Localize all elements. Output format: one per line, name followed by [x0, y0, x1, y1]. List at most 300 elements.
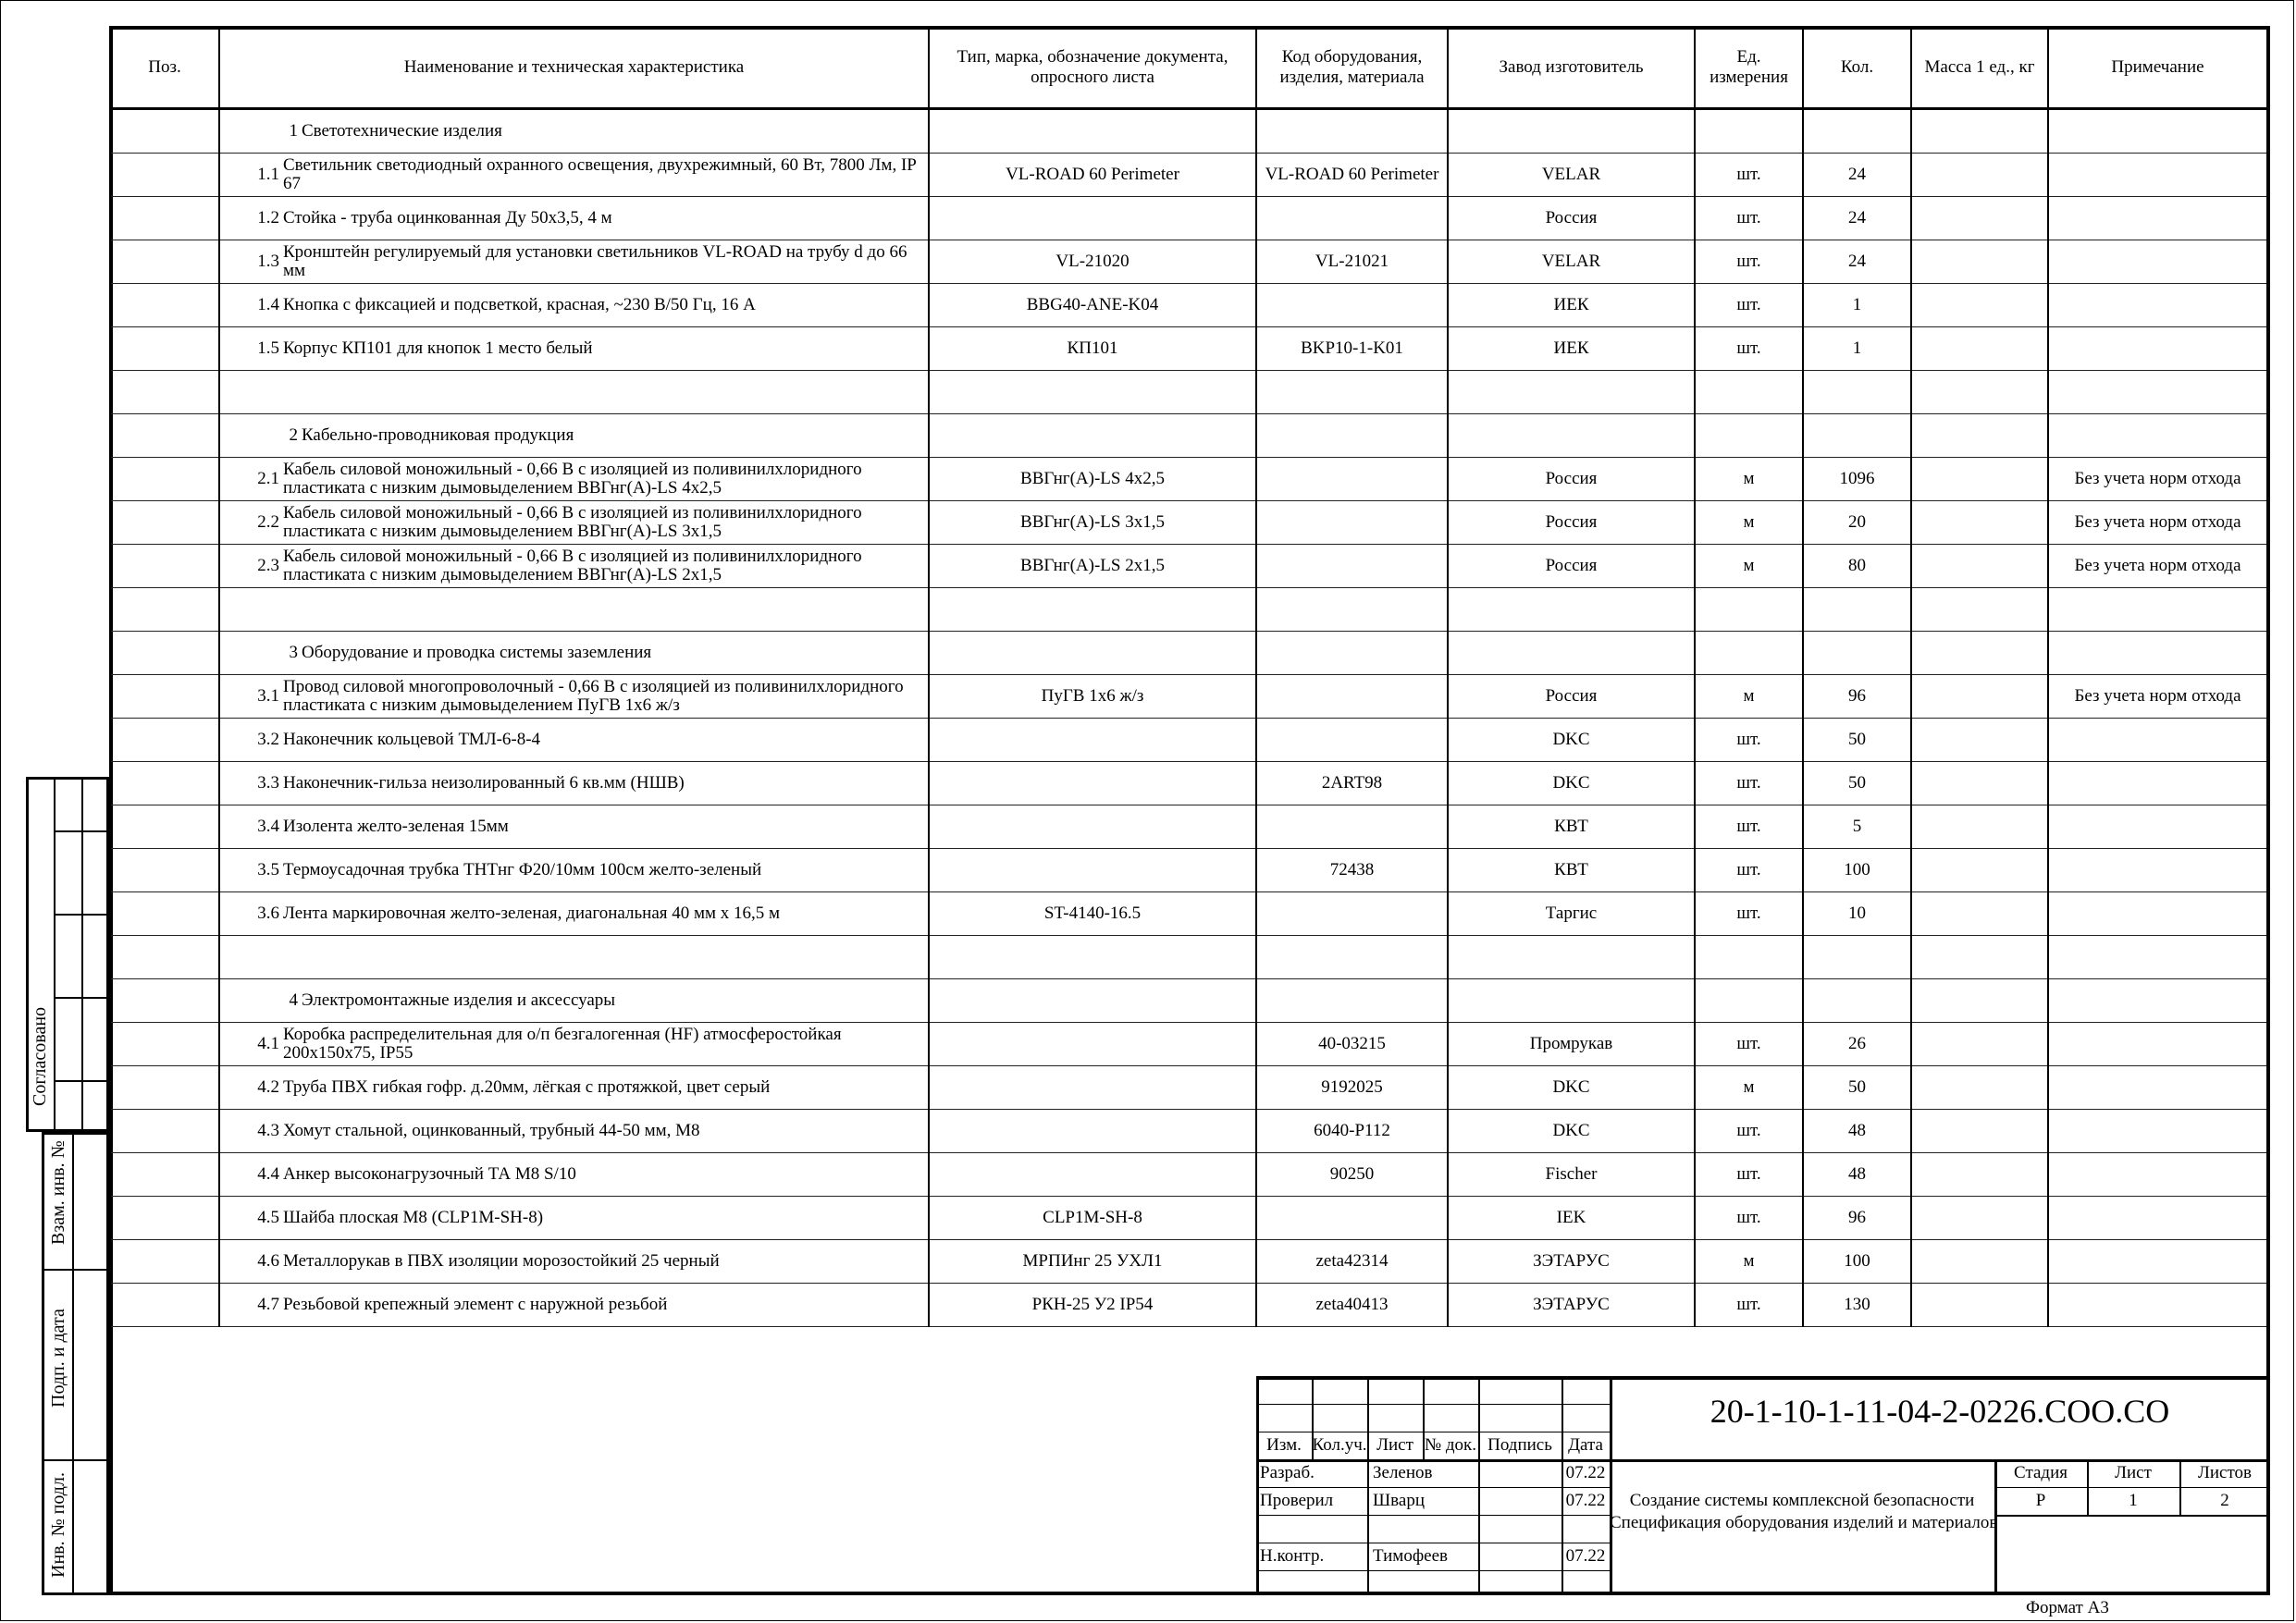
item-number: 2 — [289, 425, 298, 445]
item-number: 4.7 — [257, 1295, 279, 1314]
item-number: 3.2 — [257, 730, 279, 749]
header-qty: Кол. — [1803, 28, 1911, 109]
cell-name — [219, 675, 929, 719]
cell-pos — [111, 805, 219, 849]
item-name: Кабель силовой моножильный - 0,66 В с изоляцией из поливинилхлоридного пластиката с низким дымовыделением ВВГнг(А)-LS 2х1,5 — [283, 547, 862, 584]
cell-mass — [1911, 109, 2048, 154]
razrab-date: 07.22 — [1565, 1463, 1606, 1482]
cell-note — [2048, 240, 2266, 284]
cell-qty: 50 — [1803, 762, 1911, 805]
cell-qty — [1803, 588, 1911, 632]
cell-note: Без учета норм отхода — [2048, 675, 2266, 719]
cell-code — [1256, 284, 1448, 327]
cell-unit: шт. — [1695, 154, 1803, 197]
nkontr-label: Н.контр. — [1260, 1546, 1325, 1566]
col-kol-uch: Кол.уч. — [1312, 1435, 1367, 1455]
item-name: Наконечник-гильза неизолированный 6 кв.мм (НШВ) — [283, 773, 685, 793]
cell-model: РКН-25 У2 IP54 — [929, 1284, 1256, 1327]
cell-unit — [1695, 936, 1803, 979]
cell-name — [219, 458, 929, 501]
cell-code: zeta42314 — [1256, 1240, 1448, 1284]
cell-pos — [111, 979, 219, 1023]
cell-pos — [111, 1153, 219, 1197]
cell-note — [2048, 371, 2266, 414]
cell-mass — [1911, 1023, 2048, 1066]
cell-model: CLP1M-SH-8 — [929, 1197, 1256, 1240]
cell-qty: 1 — [1803, 327, 1911, 371]
format-label: Формат А3 — [2026, 1598, 2109, 1617]
cell-mass — [1911, 1284, 2048, 1327]
header-pos: Поз. — [111, 28, 219, 109]
cell-code — [1256, 458, 1448, 501]
cell-unit: шт. — [1695, 240, 1803, 284]
cell-name — [219, 545, 929, 588]
item-number: 1.3 — [257, 252, 279, 271]
cell-unit: шт. — [1695, 1284, 1803, 1327]
approval-label: Согласовано — [30, 1006, 50, 1106]
cell-unit: шт. — [1695, 1110, 1803, 1153]
cell-model — [929, 719, 1256, 762]
cell-note — [2048, 1197, 2266, 1240]
item-number: 3.4 — [257, 817, 279, 836]
cell-model: BBG40-ANE-K04 — [929, 284, 1256, 327]
cell-unit: шт. — [1695, 892, 1803, 936]
section-row — [111, 979, 2266, 1023]
cell-name — [219, 284, 929, 327]
section-row — [111, 414, 2266, 458]
cell-qty: 50 — [1803, 719, 1911, 762]
item-number: 4.5 — [257, 1208, 279, 1227]
cell-code — [1256, 936, 1448, 979]
cell-unit: м — [1695, 501, 1803, 545]
item-number: 4.6 — [257, 1251, 279, 1271]
cell-pos — [111, 458, 219, 501]
cell-code — [1256, 588, 1448, 632]
cell-note: Без учета норм отхода — [2048, 458, 2266, 501]
empty-row — [111, 588, 2266, 632]
cell-note — [2048, 1066, 2266, 1110]
cell-code: 90250 — [1256, 1153, 1448, 1197]
cell-code — [1256, 892, 1448, 936]
item-name: Корпус КП101 для кнопок 1 место белый — [283, 338, 593, 358]
cell-pos — [111, 414, 219, 458]
cell-name — [219, 501, 929, 545]
document-code: 20-1-10-1-11-04-2-0226.СОО.СО — [1710, 1393, 2170, 1430]
table-row — [111, 240, 2266, 284]
item-number: 1.5 — [257, 338, 279, 358]
item-name: Резьбовой крепежный элемент с наружной резьбой — [283, 1295, 668, 1314]
item-name: Кнопка с фиксацией и подсветкой, красная, ~230 В/50 Гц, 16 А — [283, 295, 756, 314]
cell-model: ST-4140-16.5 — [929, 892, 1256, 936]
cell-maker: КВТ — [1448, 805, 1695, 849]
cell-maker — [1448, 371, 1695, 414]
item-name: Металлорукав в ПВХ изоляции морозостойкий 25 черный — [283, 1251, 720, 1271]
cell-pos — [111, 1023, 219, 1066]
cell-mass — [1911, 588, 2048, 632]
cell-note — [2048, 154, 2266, 197]
cell-model — [929, 979, 1256, 1023]
item-name: Электромонтажные изделия и аксессуары — [302, 990, 616, 1010]
item-number: 2.1 — [257, 469, 279, 488]
cell-note — [2048, 414, 2266, 458]
cell-maker: Россия — [1448, 197, 1695, 240]
cell-name — [219, 154, 929, 197]
item-name: Хомут стальной, оцинкованный, трубный 44-50 мм, М8 — [283, 1121, 700, 1140]
cell-note — [2048, 327, 2266, 371]
item-number: 3.3 — [257, 773, 279, 793]
header-name: Наименование и техническая характеристика — [219, 28, 929, 109]
item-number: 1 — [289, 121, 298, 141]
cell-name — [219, 1110, 929, 1153]
cell-unit — [1695, 588, 1803, 632]
cell-note — [2048, 1284, 2266, 1327]
cell-qty: 48 — [1803, 1153, 1911, 1197]
cell-pos — [111, 719, 219, 762]
cell-maker: DKC — [1448, 762, 1695, 805]
table-row — [111, 501, 2266, 545]
cell-code — [1256, 719, 1448, 762]
cell-name — [219, 936, 929, 979]
cell-pos — [111, 154, 219, 197]
cell-note — [2048, 284, 2266, 327]
cell-code — [1256, 1197, 1448, 1240]
cell-code — [1256, 501, 1448, 545]
cell-mass — [1911, 240, 2048, 284]
cell-maker: Россия — [1448, 545, 1695, 588]
cell-pos — [111, 1240, 219, 1284]
cell-mass — [1911, 719, 2048, 762]
cell-model: VL-ROAD 60 Perimeter — [929, 154, 1256, 197]
item-name: Светотехнические изделия — [302, 121, 502, 141]
cell-name — [219, 414, 929, 458]
list-value: 1 — [2129, 1491, 2138, 1510]
cell-note — [2048, 109, 2266, 154]
cell-code: 40-03215 — [1256, 1023, 1448, 1066]
cell-name — [219, 1284, 929, 1327]
cell-pos — [111, 1284, 219, 1327]
table-row — [111, 1023, 2266, 1066]
cell-model — [929, 805, 1256, 849]
cell-mass — [1911, 197, 2048, 240]
cell-mass — [1911, 327, 2048, 371]
cell-code: 2ART98 — [1256, 762, 1448, 805]
cell-pos — [111, 327, 219, 371]
cell-pos — [111, 1066, 219, 1110]
item-name: Оборудование и проводка системы заземления — [302, 643, 652, 662]
item-name: Лента маркировочная желто-зеленая, диагональная 40 мм х 16,5 м — [283, 904, 781, 923]
cell-model: ВВГнг(А)-LS 4х2,5 — [929, 458, 1256, 501]
cell-maker: Промрукав — [1448, 1023, 1695, 1066]
cell-note — [2048, 632, 2266, 675]
cell-maker — [1448, 979, 1695, 1023]
cell-unit: шт. — [1695, 284, 1803, 327]
cell-qty: 100 — [1803, 849, 1911, 892]
empty-row — [111, 936, 2266, 979]
cell-model — [929, 588, 1256, 632]
cell-model — [929, 197, 1256, 240]
cell-mass — [1911, 675, 2048, 719]
cell-pos — [111, 936, 219, 979]
inv-podl-label: Инв. № подл. — [48, 1472, 68, 1578]
header-maker: Завод изготовитель — [1448, 28, 1695, 109]
table-row — [111, 1066, 2266, 1110]
cell-qty — [1803, 414, 1911, 458]
cell-mass — [1911, 545, 2048, 588]
cell-maker: ЗЭТАРУС — [1448, 1240, 1695, 1284]
cell-unit — [1695, 979, 1803, 1023]
item-name: Изолента желто-зеленая 15мм — [283, 817, 509, 836]
cell-note — [2048, 936, 2266, 979]
cell-qty: 80 — [1803, 545, 1911, 588]
cell-note: Без учета норм отхода — [2048, 545, 2266, 588]
cell-model — [929, 1110, 1256, 1153]
cell-name — [219, 240, 929, 284]
cell-code — [1256, 979, 1448, 1023]
cell-qty: 100 — [1803, 1240, 1911, 1284]
cell-maker: Россия — [1448, 675, 1695, 719]
cell-maker: VELAR — [1448, 154, 1695, 197]
table-row — [111, 719, 2266, 762]
cell-mass — [1911, 849, 2048, 892]
cell-model — [929, 109, 1256, 154]
table-row — [111, 284, 2266, 327]
nkontr-name: Тимофеев — [1373, 1546, 1448, 1566]
cell-model — [929, 632, 1256, 675]
cell-name — [219, 719, 929, 762]
cell-code — [1256, 632, 1448, 675]
cell-code — [1256, 675, 1448, 719]
col-data: Дата — [1568, 1435, 1603, 1455]
cell-unit: шт. — [1695, 805, 1803, 849]
item-number: 2.2 — [257, 512, 279, 532]
table-row — [111, 1197, 2266, 1240]
item-name: Стойка - труба оцинкованная Ду 50х3,5, 4 м — [283, 208, 612, 227]
item-number: 2.3 — [257, 556, 279, 575]
cell-maker: ИЕК — [1448, 284, 1695, 327]
cell-mass — [1911, 936, 2048, 979]
cell-note — [2048, 979, 2266, 1023]
header-code: Код оборудования, изделия, материала — [1256, 28, 1448, 109]
cell-model: VL-21020 — [929, 240, 1256, 284]
col-list: Лист — [1376, 1435, 1413, 1455]
cell-code — [1256, 414, 1448, 458]
cell-pos — [111, 545, 219, 588]
list-label: Лист — [2115, 1463, 2152, 1482]
item-number: 4.4 — [257, 1164, 279, 1184]
cell-pos — [111, 109, 219, 154]
item-name: Наконечник кольцевой ТМЛ-6-8-4 — [283, 730, 541, 749]
item-number: 3.5 — [257, 860, 279, 879]
stadia-value: Р — [2035, 1491, 2046, 1510]
cell-maker: Россия — [1448, 501, 1695, 545]
cell-model — [929, 371, 1256, 414]
table-row — [111, 1153, 2266, 1197]
cell-mass — [1911, 501, 2048, 545]
cell-unit: м — [1695, 1066, 1803, 1110]
specification-table — [111, 28, 2266, 1327]
cell-model: ВВГнг(А)-LS 3х1,5 — [929, 501, 1256, 545]
item-name: Кабель силовой моножильный - 0,66 В с изоляцией из поливинилхлоридного пластиката с низким дымовыделением ВВГнг(А)-LS 3х1,5 — [283, 503, 862, 541]
cell-code: 6040-P112 — [1256, 1110, 1448, 1153]
cell-qty: 10 — [1803, 892, 1911, 936]
cell-mass — [1911, 414, 2048, 458]
item-number: 1.1 — [257, 165, 279, 184]
cell-code: VL-ROAD 60 Perimeter — [1256, 154, 1448, 197]
cell-model — [929, 1066, 1256, 1110]
podp-data-label: Подп. и дата — [48, 1309, 68, 1408]
cell-model — [929, 762, 1256, 805]
cell-mass — [1911, 1153, 2048, 1197]
cell-name — [219, 588, 929, 632]
cell-mass — [1911, 632, 2048, 675]
cell-unit: шт. — [1695, 1197, 1803, 1240]
cell-code — [1256, 197, 1448, 240]
cell-name — [219, 327, 929, 371]
cell-qty: 24 — [1803, 154, 1911, 197]
item-name: Термоусадочная трубка ТНТнг Ф20/10мм 100см желто-зеленый — [283, 860, 762, 879]
section-row — [111, 632, 2266, 675]
cell-mass — [1911, 1240, 2048, 1284]
stadia-label: Стадия — [2014, 1463, 2068, 1482]
document-title: Спецификация оборудования изделий и материалов — [1610, 1513, 1998, 1532]
cell-pos — [111, 588, 219, 632]
table-row — [111, 762, 2266, 805]
item-name: Провод силовой многопроволочный - 0,66 В с изоляцией из поливинилхлоридного пластиката с низким дымовыделением ПуГВ 1х6 ж/з — [283, 677, 904, 715]
cell-mass — [1911, 284, 2048, 327]
col-ndok: № док. — [1424, 1435, 1477, 1455]
cell-unit — [1695, 109, 1803, 154]
cell-name — [219, 1153, 929, 1197]
cell-maker: Fischer — [1448, 1153, 1695, 1197]
listov-label: Листов — [2197, 1463, 2252, 1482]
cell-name — [219, 1240, 929, 1284]
cell-model — [929, 414, 1256, 458]
cell-unit: шт. — [1695, 849, 1803, 892]
cell-maker: VELAR — [1448, 240, 1695, 284]
cell-maker: ИЕК — [1448, 327, 1695, 371]
cell-qty — [1803, 371, 1911, 414]
vzam-inv-label: Взам. инв. № — [48, 1140, 68, 1245]
cell-name — [219, 197, 929, 240]
cell-pos — [111, 371, 219, 414]
cell-code: BKP10-1-K01 — [1256, 327, 1448, 371]
table-row — [111, 197, 2266, 240]
cell-note — [2048, 892, 2266, 936]
cell-maker: DKC — [1448, 1066, 1695, 1110]
cell-note — [2048, 588, 2266, 632]
cell-pos — [111, 632, 219, 675]
cell-maker: Россия — [1448, 458, 1695, 501]
table-row — [111, 1284, 2266, 1327]
cell-code — [1256, 371, 1448, 414]
cell-note — [2048, 1153, 2266, 1197]
item-name: Кабель силовой моножильный - 0,66 В с изоляцией из поливинилхлоридного пластиката с низким дымовыделением ВВГнг(А)-LS 4х2,5 — [283, 460, 862, 498]
cell-name — [219, 1066, 929, 1110]
table-row — [111, 1240, 2266, 1284]
cell-model: ВВГнг(А)-LS 2х1,5 — [929, 545, 1256, 588]
cell-name — [219, 762, 929, 805]
cell-maker: Таргис — [1448, 892, 1695, 936]
cell-unit: шт. — [1695, 719, 1803, 762]
cell-mass — [1911, 805, 2048, 849]
item-number: 3.6 — [257, 904, 279, 923]
cell-maker — [1448, 414, 1695, 458]
cell-maker: IEK — [1448, 1197, 1695, 1240]
cell-qty: 48 — [1803, 1110, 1911, 1153]
table-row — [111, 545, 2266, 588]
cell-qty: 24 — [1803, 197, 1911, 240]
cell-qty: 1096 — [1803, 458, 1911, 501]
cell-maker — [1448, 632, 1695, 675]
cell-unit: шт. — [1695, 1153, 1803, 1197]
cell-name — [219, 371, 929, 414]
header-note: Примечание — [2048, 28, 2266, 109]
cell-name — [219, 892, 929, 936]
cell-model — [929, 1153, 1256, 1197]
cell-note — [2048, 762, 2266, 805]
cell-qty — [1803, 979, 1911, 1023]
cell-note — [2048, 1240, 2266, 1284]
table-row — [111, 892, 2266, 936]
cell-unit: м — [1695, 675, 1803, 719]
table-header-row — [111, 28, 2266, 109]
cell-code — [1256, 109, 1448, 154]
table-row — [111, 849, 2266, 892]
cell-unit: м — [1695, 458, 1803, 501]
item-name: Кронштейн регулируемый для установки светильников VL-ROAD на трубу d до 66 мм — [283, 242, 907, 280]
cell-unit: шт. — [1695, 197, 1803, 240]
section-row — [111, 109, 2266, 154]
cell-pos — [111, 240, 219, 284]
header-unit: Ед. измерения — [1695, 28, 1803, 109]
cell-unit — [1695, 414, 1803, 458]
cell-pos — [111, 197, 219, 240]
cell-pos — [111, 501, 219, 545]
cell-maker: DKC — [1448, 1110, 1695, 1153]
table-row — [111, 327, 2266, 371]
cell-model: КП101 — [929, 327, 1256, 371]
cell-pos — [111, 1110, 219, 1153]
cell-unit: шт. — [1695, 1023, 1803, 1066]
cell-name — [219, 109, 929, 154]
cell-mass — [1911, 371, 2048, 414]
cell-note — [2048, 197, 2266, 240]
cell-unit — [1695, 371, 1803, 414]
item-number: 1.2 — [257, 208, 279, 227]
cell-name — [219, 805, 929, 849]
cell-maker: ЗЭТАРУС — [1448, 1284, 1695, 1327]
cell-code — [1256, 805, 1448, 849]
razrab-name: Зеленов — [1373, 1463, 1433, 1482]
item-name: Шайба плоская М8 (CLP1M-SH-8) — [283, 1208, 544, 1227]
item-number: 3 — [289, 643, 298, 662]
cell-name — [219, 1023, 929, 1066]
cell-qty: 1 — [1803, 284, 1911, 327]
col-izm: Изм. — [1266, 1435, 1302, 1455]
table-row — [111, 805, 2266, 849]
cell-unit: шт. — [1695, 762, 1803, 805]
proveril-name: Шварц — [1373, 1491, 1425, 1510]
cell-code: zeta40413 — [1256, 1284, 1448, 1327]
cell-unit: м — [1695, 545, 1803, 588]
item-name: Труба ПВХ гибкая гофр. д.20мм, лёгкая с протяжкой, цвет серый — [283, 1077, 771, 1097]
cell-qty: 20 — [1803, 501, 1911, 545]
cell-name — [219, 849, 929, 892]
proveril-label: Проверил — [1260, 1491, 1334, 1510]
cell-maker — [1448, 936, 1695, 979]
cell-code: 72438 — [1256, 849, 1448, 892]
col-podpis: Подпись — [1487, 1435, 1552, 1455]
